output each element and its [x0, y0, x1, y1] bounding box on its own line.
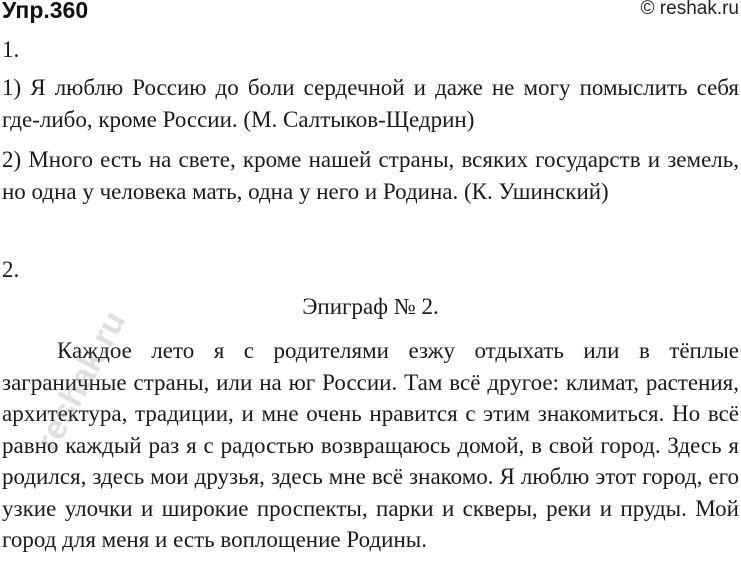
section-1-number: 1.: [2, 37, 20, 62]
watermark-logo: reshak.ru: [28, 304, 134, 458]
epigraph-title: Эпиграф № 2.: [302, 294, 439, 319]
quote-2: 2) Много есть на свете, кроме нашей страны, всяких государств и земель, но одна у человека мать, одна у него и Родина. (К. Ушинский): [2, 147, 739, 204]
essay-text: Каждое лето я с родителями езжу отдыхать или в тёплые заграничные страны, или на юг России. Там всё другое: климат, растения, архитектура, традиции, и мне очень нравится с этим знакомиться. Но всё равно каждый раз я с радостью возвращаюсь домой, в свой город. Здесь я родился, здесь мои друзья, здесь мне всё знакомо. Я люблю этот город, его узкие улочки и широкие проспекты, парки и скверы, реки и пруды. Мой город для меня и есть воплощение Родины.: [2, 338, 739, 552]
brand-copyright: © reshak.ru: [640, 0, 739, 19]
quote-1: 1) Я люблю Россию до боли сердечной и даже не могу помыслить себя где-либо, кроме России. (М. Салтыков-Щедрин): [2, 75, 739, 132]
exercise-title: Упр.360: [2, 0, 89, 23]
section-2-number: 2.: [2, 257, 20, 282]
